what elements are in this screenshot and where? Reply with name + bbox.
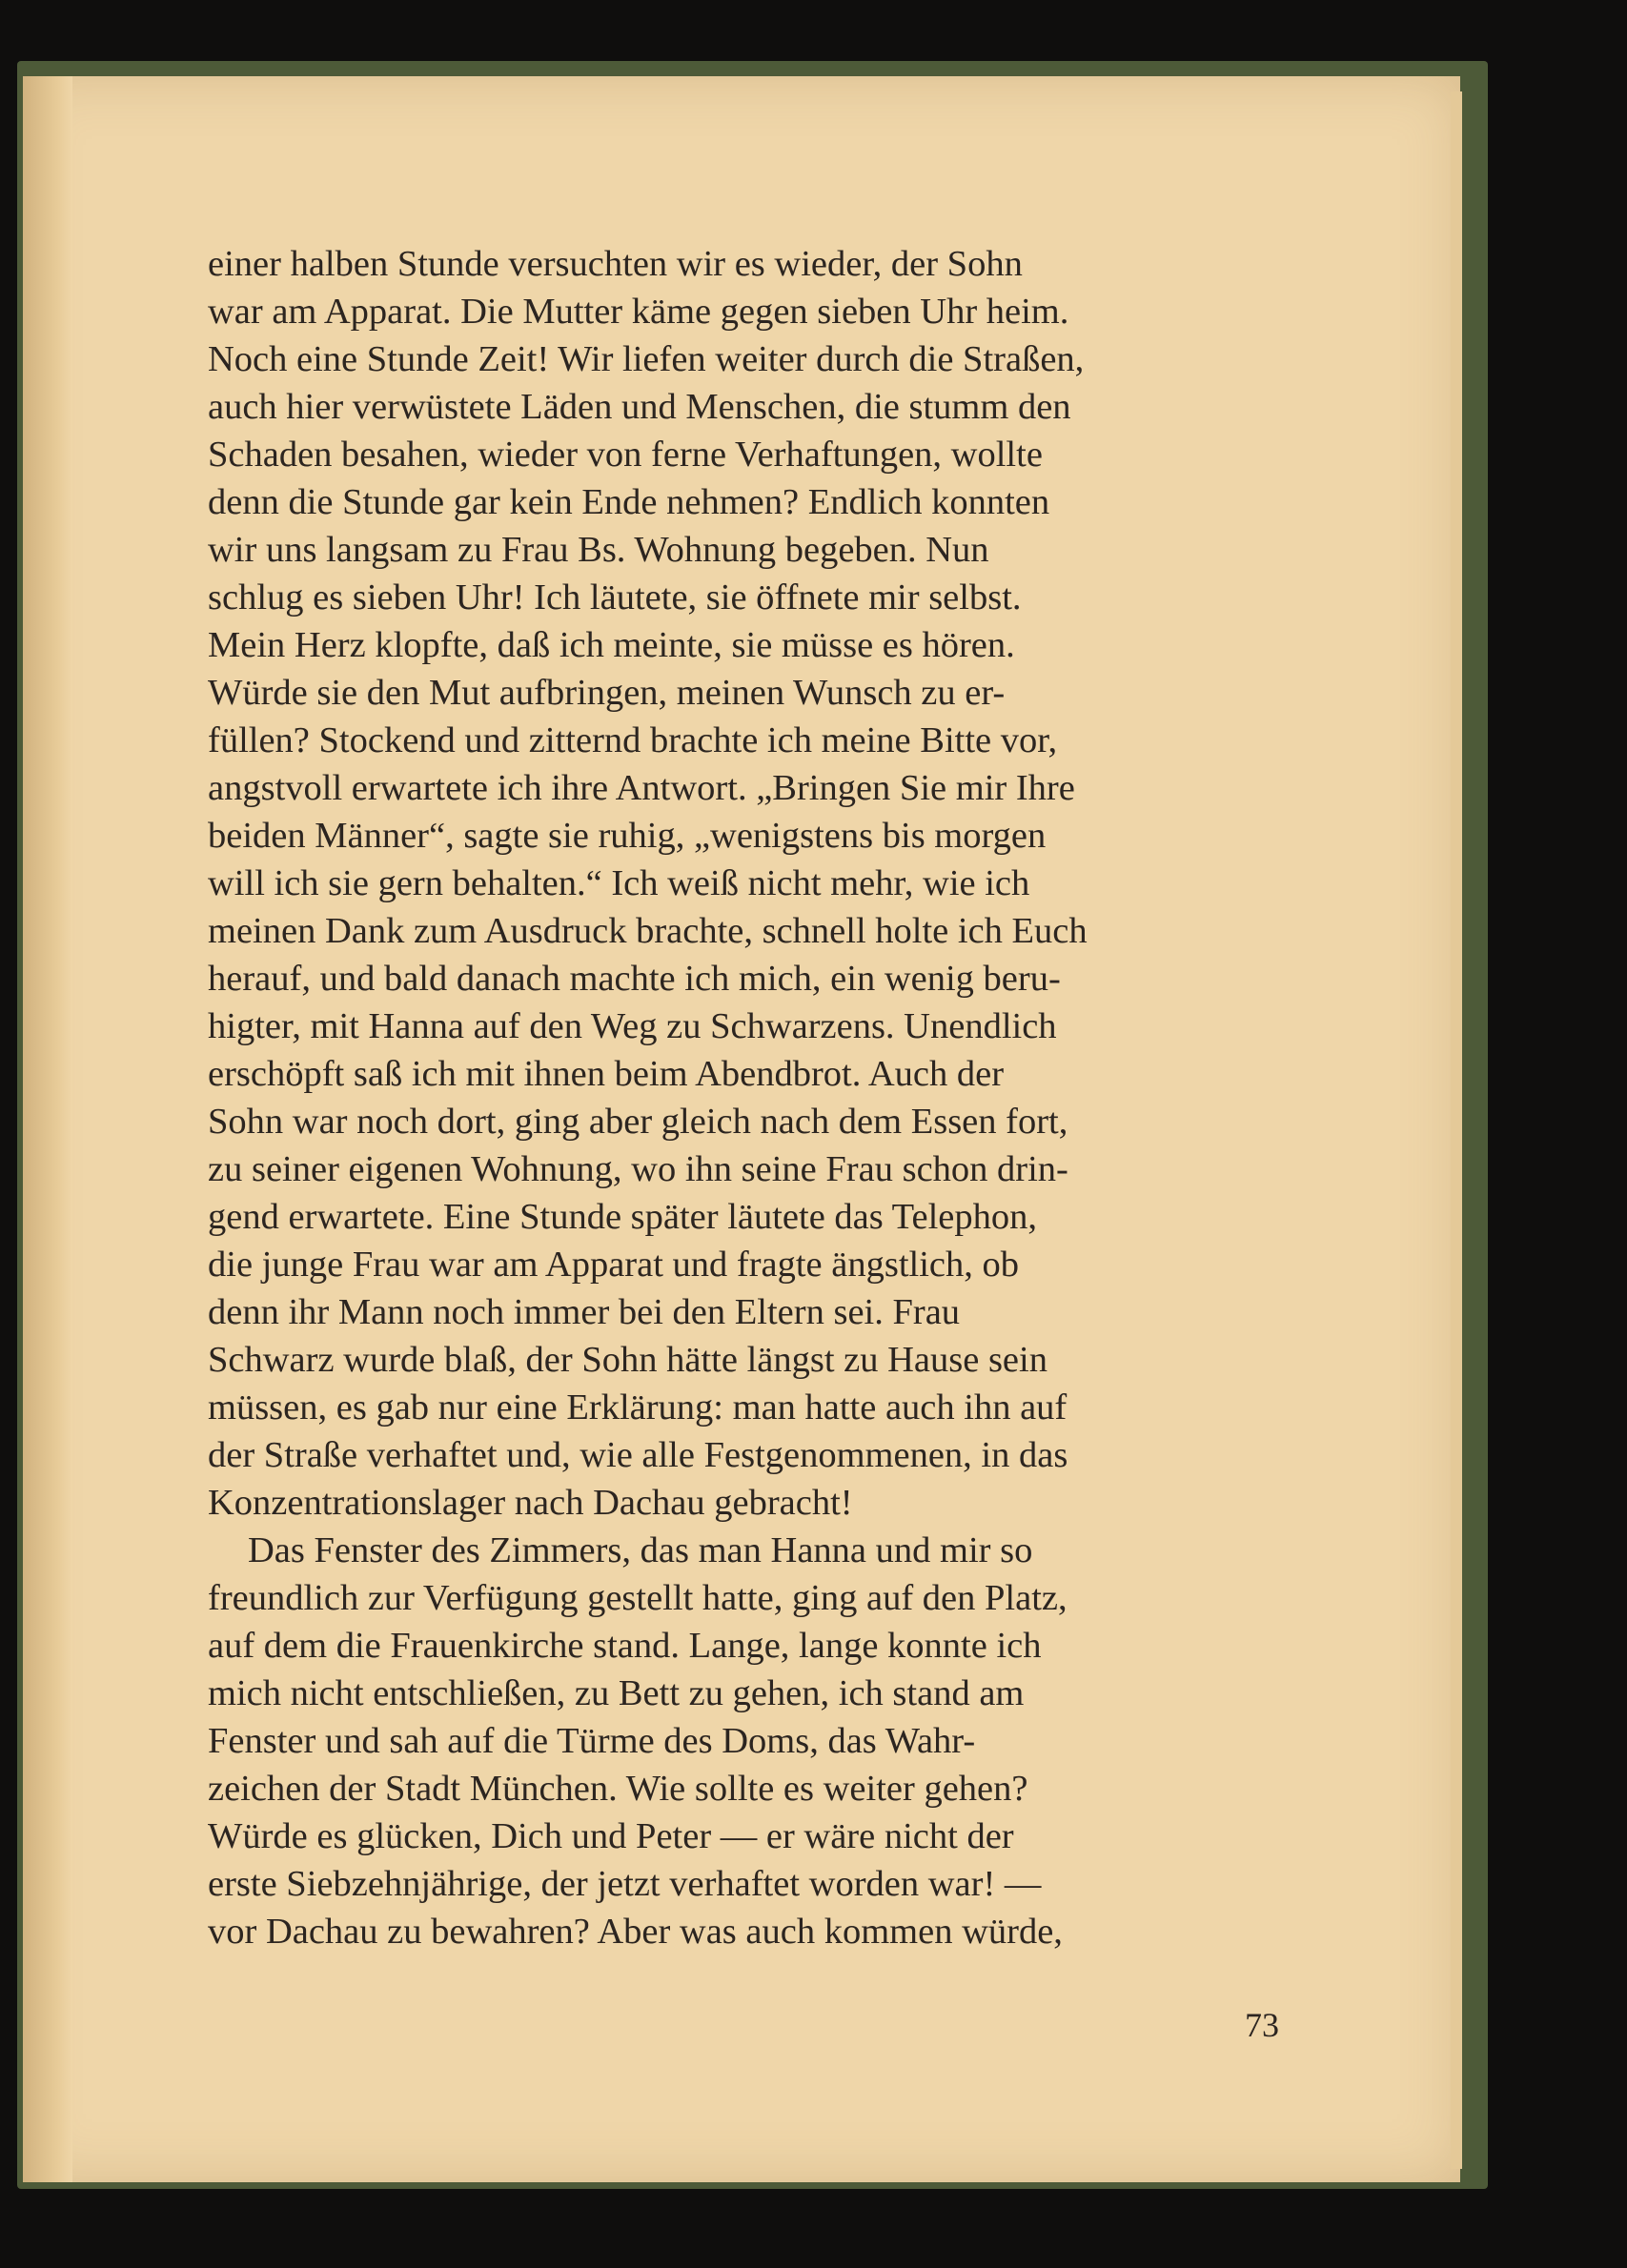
paragraph-start-line: Das Fenster des Zimmers, das man Hanna und mir so <box>248 1530 1033 1570</box>
text-line: der Straße verhaftet und, wie alle Festgenommenen, in das <box>208 1435 1068 1475</box>
text-line: mich nicht entschließen, zu Bett zu gehen, ich stand am <box>208 1673 1025 1713</box>
text-line: schlug es sieben Uhr! Ich läutete, sie öffnete mir selbst. <box>208 577 1022 618</box>
text-line: müssen, es gab nur eine Erklärung: man hatte auch ihn auf <box>208 1387 1068 1428</box>
text-line: Sohn war noch dort, ging aber gleich nach dem Essen fort, <box>208 1102 1068 1142</box>
text-line: die junge Frau war am Apparat und fragte ängstlich, ob <box>208 1245 1020 1285</box>
text-line: zeichen der Stadt München. Wie sollte es weiter gehen? <box>208 1769 1028 1809</box>
page-number: 73 <box>1245 2006 1279 2044</box>
page-fore-edge <box>1451 91 1462 2169</box>
text-line: war am Apparat. Die Mutter käme gegen sieben Uhr heim. <box>208 292 1069 332</box>
text-line: Fenster und sah auf die Türme des Doms, das Wahr- <box>208 1721 976 1761</box>
text-line: gend erwartete. Eine Stunde später läutete das Telephon, <box>208 1197 1038 1237</box>
body-text <box>208 240 1279 1955</box>
text-line: beiden Männer“, sagte sie ruhig, „wenigstens bis morgen <box>208 816 1047 856</box>
text-line: erste Siebzehnjährige, der jetzt verhaftet worden war! — <box>208 1864 1042 1904</box>
text-line: denn ihr Mann noch immer bei den Eltern sei. Frau <box>208 1292 961 1332</box>
text-line: Würde sie den Mut aufbringen, meinen Wunsch zu er- <box>208 673 1006 713</box>
text-line: füllen? Stockend und zitternd brachte ich meine Bitte vor, <box>208 720 1058 760</box>
text-line: denn die Stunde gar kein Ende nehmen? Endlich konnten <box>208 482 1050 522</box>
text-line: auch hier verwüstete Läden und Menschen, die stumm den <box>208 387 1071 427</box>
text-line: Schaden besahen, wieder von ferne Verhaftungen, wollte <box>208 435 1043 475</box>
text-line: higter, mit Hanna auf den Weg zu Schwarzens. Unendlich <box>208 1006 1057 1046</box>
text-line: angstvoll erwartete ich ihre Antwort. „Bringen Sie mir Ihre <box>208 768 1075 808</box>
text-line: meinen Dank zum Ausdruck brachte, schnell holte ich Euch <box>208 911 1088 951</box>
text-line: einer halben Stunde versuchten wir es wieder, der Sohn <box>208 244 1023 284</box>
text-line: will ich sie gern behalten.“ Ich weiß nicht mehr, wie ich <box>208 863 1030 903</box>
text-line: Würde es glücken, Dich und Peter — er wäre nicht der <box>208 1816 1014 1856</box>
text-line: Mein Herz klopfte, daß ich meinte, sie müsse es hören. <box>208 625 1015 665</box>
text-line: vor Dachau zu bewahren? Aber was auch kommen würde, <box>208 1912 1063 1952</box>
text-line: Konzentrationslager nach Dachau gebracht! <box>208 1483 853 1523</box>
text-line: freundlich zur Verfügung gestellt hatte, ging auf den Platz, <box>208 1578 1068 1618</box>
text-line: herauf, und bald danach machte ich mich, ein wenig beru- <box>208 959 1061 999</box>
text-line: wir uns langsam zu Frau Bs. Wohnung begeben. Nun <box>208 530 989 570</box>
page-gutter <box>23 76 72 2182</box>
text-line: Schwarz wurde blaß, der Sohn hätte längst zu Hause sein <box>208 1340 1047 1380</box>
text-line: Noch eine Stunde Zeit! Wir liefen weiter durch die Straßen, <box>208 339 1085 379</box>
text-line: auf dem die Frauenkirche stand. Lange, lange konnte ich <box>208 1626 1042 1666</box>
text-line: erschöpft saß ich mit ihnen beim Abendbrot. Auch der <box>208 1054 1005 1094</box>
text-line: zu seiner eigenen Wohnung, wo ihn seine Frau schon drin- <box>208 1149 1068 1189</box>
